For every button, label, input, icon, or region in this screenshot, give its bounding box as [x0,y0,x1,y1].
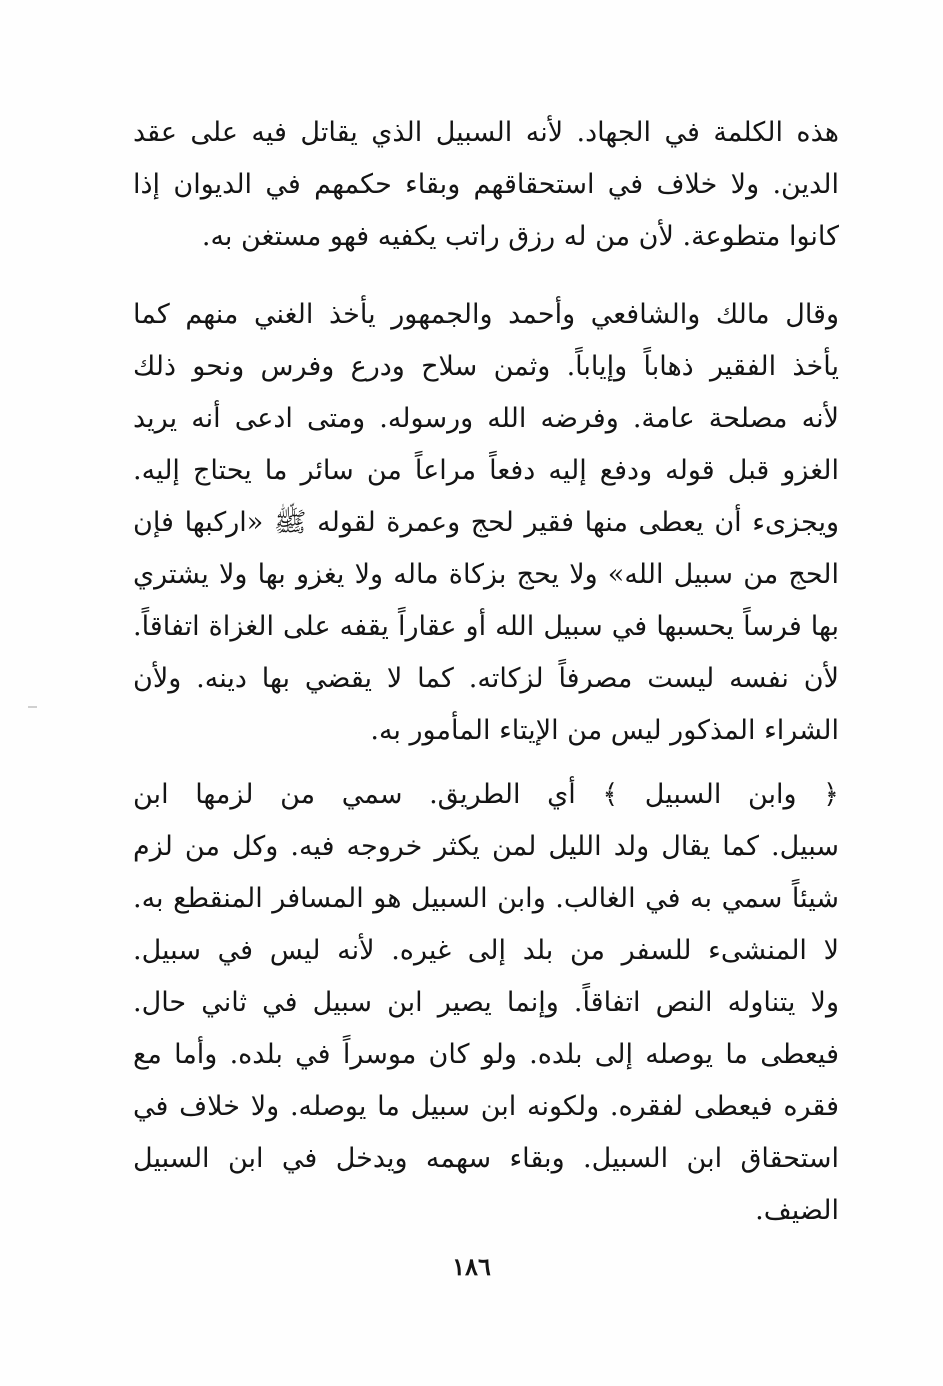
paragraph-line: ﴿ وابن السبيل ﴾ أي الطريق. سمي من لزمها ابن [133,779,839,810]
paragraph-line: لأنه مصلحة عامة. وفرضه الله ورسوله. ومتى ادعى أنه يريد [133,403,839,434]
paragraph-line: الحج من سبيل الله» ولا يحج بزكاة ماله ولا يغزو بها ولا يشتري [133,559,839,590]
paragraph-3 [133,769,839,1237]
paragraph-line: الشراء المذكور ليس من الإيتاء المأمور به. [370,715,839,746]
paragraph-line: فيعطى ما يوصله إلى بلده. ولو كان موسراً في بلده. وأما مع [133,1039,839,1070]
paragraph-1 [133,107,839,263]
paragraph-line: فقره فيعطى لفقره. ولكونه ابن سبيل ما يوصله. ولا خلاف في [133,1091,839,1122]
paragraph-line: الضيف. [755,1195,839,1226]
paragraph-line: شيئاً سمي به في الغالب. وابن السبيل هو المسافر المنقطع به. [133,883,839,914]
margin-mark [28,706,37,708]
paragraph-line: استحقاق ابن السبيل. وبقاء سهمه ويدخل في ابن السبيل [133,1143,839,1174]
paragraph-line: لأن نفسه ليست مصرفاً لزكاته. كما لا يقضي بها دينه. ولأن [133,663,839,694]
paragraph-line: بها فرساً يحسبها في سبيل الله أو عقاراً يقفه على الغزاة اتفاقاً. [133,611,839,642]
paragraph-line: ولا يتناوله النص اتفاقاً. وإنما يصير ابن سبيل في ثاني حال. [133,987,839,1018]
paragraph-line: هذه الكلمة في الجهاد. لأنه السبيل الذي يقاتل فيه على عقد [133,117,839,148]
page-number: ١٨٦ [452,1252,491,1281]
paragraph-line: كانوا متطوعة. لأن من له رزق راتب يكفيه فهو مستغن به. [201,221,839,252]
paragraph-line: لا المنشىء للسفر من بلد إلى غيره. لأنه ليس في سبيل. [133,935,839,966]
paragraph-line: الدين. ولا خلاف في استحقاقهم وبقاء حكمهم في الديوان إذا [133,169,839,200]
paragraph-line: وقال مالك والشافعي وأحمد والجمهور يأخذ الغني منهم كما [133,299,839,330]
paragraph-line: يأخذ الفقير ذهاباً وإياباً. وثمن سلاح ودرع وفرس ونحو ذلك [133,351,839,382]
paragraph-line: ويجزىء أن يعطى منها فقير لحج وعمرة لقوله ﷺ «اركبها فإن [133,507,839,538]
paragraph-line: الغزو قبل قوله ودفع إليه دفعاً مراعاً من سائر ما يحتاج إليه. [133,455,839,486]
paragraph-line: سبيل. كما يقال ولد الليل لمن يكثر خروجه فيه. وكل من لزم [133,831,839,862]
paragraph-2 [133,289,839,757]
